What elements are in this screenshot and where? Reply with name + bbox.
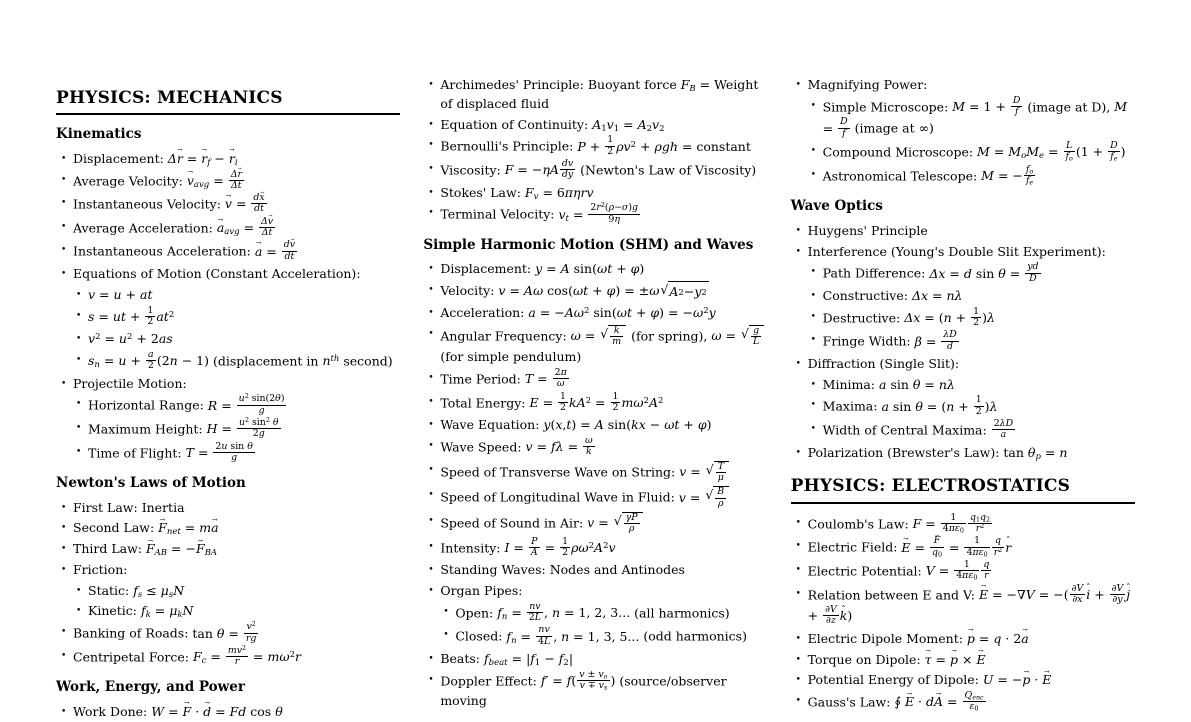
formula-text: Huygens' Principle <box>807 222 928 238</box>
formula-item <box>423 582 767 601</box>
formula-item <box>423 535 767 560</box>
formula-item <box>56 561 400 580</box>
formula-text: $v^2 = u^2 + 2as$ <box>88 331 173 347</box>
formula-item <box>791 511 1135 536</box>
formula-text: Path Difference: Δx = d sin θ = $\frac{yd}{D}$ <box>822 261 1039 284</box>
formula-item <box>56 440 400 465</box>
bullet-icon: • <box>428 140 434 151</box>
column-optics-electrostatics <box>790 76 1135 713</box>
formula-text: Horizontal Range: R = $\frac{u^2 \sin(2\theta)}{g}$ <box>88 392 285 416</box>
formula-item <box>56 499 400 518</box>
formula-text: Intensity: I = $\frac{P}{A}$ = $\frac{1}{2}$ $\rho\omega^2A^2v$ <box>440 535 616 558</box>
formula-text: Closed: $f_n$ = $\frac{nv}{4L}$ , n = 1, 3, 5... (odd harmonics) <box>455 624 747 647</box>
subsection-heading: Kinematics <box>56 126 142 143</box>
bullet-icon: • <box>428 307 434 318</box>
formula-item <box>791 243 1135 262</box>
bullet-icon: • <box>428 441 434 452</box>
formula-item <box>423 668 767 711</box>
bullet-icon: • <box>428 285 434 296</box>
formula-text: Organ Pipes: <box>440 582 523 598</box>
formula-item <box>791 537 1135 559</box>
formula-item <box>791 163 1135 188</box>
bullet-icon: • <box>61 221 67 232</box>
formula-text: Angular Frequency: ω = √ k m (for spring), ω = √ g L (for simple pendulum) <box>440 325 767 367</box>
bullet-icon: • <box>443 630 449 641</box>
bullet-icon: • <box>810 335 816 346</box>
bullet-icon: • <box>428 119 434 130</box>
formula-text: Electric Field: E → = $\frac{F \to}{q_0}$ = $\frac{1}{4\pi\varepsilon_0}$ $\frac{q}{r^2}$ r ˆ <box>808 537 1135 559</box>
formula-text: Wave Speed: v = fλ = $\frac{\omega}{k}$ <box>440 435 593 458</box>
formula-item <box>56 194 400 216</box>
bullet-icon: • <box>795 588 801 599</box>
bullet-icon: • <box>61 707 67 718</box>
formula-text: Open: $f_n$ = $\frac{nv}{2L}$ , n = 1, 2, 3... (all harmonics) <box>455 600 730 623</box>
formula-text: Electric Dipole Moment: p → = q · 2a → <box>808 630 1135 649</box>
formula-item <box>423 437 767 459</box>
bullet-icon: • <box>795 675 801 686</box>
bullet-icon: • <box>795 246 801 257</box>
formula-text: Archimedes' Principle: Buoyant force $F_B$ = Weight of displaced fluid <box>440 77 759 111</box>
bullet-icon: • <box>795 447 801 458</box>
formula-text: Instantaneous Acceleration: a → = $\frac{dv \to}{dt}$ <box>73 241 400 263</box>
formula-item <box>56 375 400 394</box>
formula-item <box>423 304 767 323</box>
formula-text: Maximum Height: H = $\frac{u^2 \sin^2 \theta}{2g}$ <box>88 415 279 440</box>
bullet-icon: • <box>810 400 816 411</box>
formula-text: Work Done: W = F → · d → = Fd cos θ <box>73 703 400 722</box>
bullet-icon: • <box>428 653 434 664</box>
section-title: PHYSICS: ELECTROSTATICS <box>791 476 1135 503</box>
formula-text: Centripetal Force: $F_c$ = $\frac{mv^2}{r}$ = $m\omega^2r$ <box>73 643 301 668</box>
bullet-icon: • <box>428 515 434 526</box>
formula-item <box>791 420 1135 442</box>
column-fluids-shm-waves <box>423 76 767 709</box>
bullet-icon: • <box>61 378 67 389</box>
bullet-icon: • <box>810 311 816 322</box>
bullet-icon: • <box>795 633 801 644</box>
formula-text: Terminal Velocity: $v_t$ = $\frac{2r^2(\rho-\sigma)g}{9\eta}$ <box>440 201 638 225</box>
bullet-icon: • <box>795 564 801 575</box>
bullet-icon: • <box>428 373 434 384</box>
formula-item <box>791 263 1135 285</box>
bullet-icon: • <box>795 80 801 90</box>
formula-text: Maxima: a sin θ = (n + $\frac{1}{2}$ )λ <box>822 394 998 417</box>
formula-item <box>423 512 767 536</box>
formula-text: Displacement: Δr → = $r \to_f - r \to_i$ <box>73 150 400 169</box>
formula-text: Interference (Young's Double Slit Experiment): <box>807 243 1106 259</box>
formula-text: Average Velocity: $v \to_{avg}$ = $\frac{\Delta r \to}{\Delta t}$ <box>73 171 400 193</box>
formula-text: Compound Microscope: $M = M_oM_e$ = $\frac{L}{f_o}$ (1 + $\frac{D}{f_e}$ ) <box>822 140 1126 163</box>
formula-text: Acceleration: $a = -A\omega^2$ $\sin(\omega t + \varphi) = -\omega^2y$ <box>440 304 716 320</box>
bullet-icon: • <box>428 396 434 407</box>
formula-text: Projectile Motion: <box>73 375 187 391</box>
formula-item <box>423 561 767 580</box>
formula-item <box>423 600 767 625</box>
formula-text: Standing Waves: Nodes and Antinodes <box>440 562 685 578</box>
formula-text: Speed of Sound in Air: v = √ γP ρ <box>440 512 767 536</box>
formula-text: Polarization (Brewster's Law): $\tan \theta_p = n$ <box>807 444 1068 462</box>
formula-text: s = ut + $\frac{1}{2}$ $at^2$ <box>88 304 175 327</box>
formula-item <box>423 76 767 114</box>
bullet-icon: • <box>810 379 816 390</box>
bullet-icon: • <box>61 174 67 185</box>
formula-item <box>423 157 767 182</box>
formula-item <box>791 671 1135 690</box>
formula-text: Beats: $f_{beat} = |f_1 - f_2|$ <box>440 650 574 669</box>
formula-item <box>56 304 400 329</box>
formula-item <box>423 369 767 391</box>
formula-item <box>791 355 1135 374</box>
formula-text: Static: $f_s \le \mu_sN$ <box>88 582 185 600</box>
bullet-icon: • <box>61 245 67 256</box>
bullet-icon: • <box>428 163 434 174</box>
formula-text: Time of Flight: T = $\frac{\text{2u sin θ}}{g}$ <box>88 440 253 463</box>
formula-text: Doppler Effect: f′ = f( $\frac{v \pm v_o}{v \mp v_s}$ ) (source/observer moving <box>440 668 727 709</box>
formula-text: Destructive: Δx = (n + $\frac{1}{2}$ )λ <box>822 305 995 328</box>
formula-item <box>56 150 400 169</box>
bullet-icon: • <box>428 264 434 275</box>
formula-text: Friction: <box>73 561 128 577</box>
formula-item <box>56 392 400 417</box>
bullet-icon: • <box>810 290 816 301</box>
bullet-icon: • <box>76 606 82 617</box>
bullet-icon: • <box>61 627 67 638</box>
section-title: PHYSICS: MECHANICS <box>56 88 400 115</box>
formula-item <box>56 519 400 538</box>
formula-item <box>56 602 400 621</box>
formula-item <box>56 703 400 722</box>
formula-text: Equation of Continuity: $A_1v_1 = A_2v_2$ <box>440 116 665 134</box>
formula-text: Astronomical Telescope: M = − $\frac{f_o}{f_e}$ <box>822 163 1034 187</box>
formula-text: Torque on Dipole: τ → = p → × E → <box>808 651 1135 670</box>
formula-item <box>56 620 400 645</box>
bullet-icon: • <box>61 564 67 575</box>
formula-text: Total Energy: E = $\frac{1}{2}$ $kA^2$ = $\frac{1}{2}$ $m\omega^2A^2$ <box>440 390 664 413</box>
bullet-icon: • <box>810 169 816 180</box>
formula-text: Simple Microscope: M = 1 + $\frac{D}{f}$ (image at D), M = $\frac{D}{f}$ (image at ∞) <box>822 94 1128 139</box>
formula-item <box>791 331 1135 353</box>
formula-item <box>56 215 400 240</box>
formula-item <box>56 643 400 669</box>
bullet-icon: • <box>428 187 434 198</box>
bullet-icon: • <box>76 585 82 596</box>
formula-item <box>423 116 767 135</box>
formula-text: Fringe Width: β = $\frac{\lambda D}{d}$ <box>822 329 957 352</box>
formula-item <box>56 415 400 441</box>
formula-item <box>56 286 400 305</box>
formula-text: Bernoulli's Principle: P + $\frac{1}{2}$ $\rho v^2 + \rho gh$ = constant <box>440 134 751 157</box>
formula-item <box>423 650 767 669</box>
formula-item <box>423 626 767 648</box>
formula-item <box>791 76 1135 95</box>
bullet-icon: • <box>76 310 82 321</box>
bullet-icon: • <box>428 565 434 576</box>
formula-text: Viscosity: F = −ηA $\frac{dv}{dy}$ (Newton's Law of Viscosity) <box>440 157 757 181</box>
formula-item <box>791 305 1135 330</box>
formula-item <box>56 540 400 559</box>
bullet-icon: • <box>810 100 816 111</box>
bullet-icon: • <box>76 446 82 457</box>
bullet-icon: • <box>428 674 434 685</box>
formula-text: Relation between E and V: E → = −∇V = −( $\frac{\partial V}{\partial x}$ i ˆ + $\frac{\partial V}{\partial y}$ j ˆ + $\frac{\partial V}{\partial z}$ k ˆ) <box>808 585 1135 628</box>
formula-item <box>423 281 767 302</box>
formula-text: Second Law: $F \to_{net}$ = ma → <box>73 519 400 538</box>
formula-text: Equations of Motion (Constant Acceleration): <box>73 266 361 282</box>
formula-text: Electric Potential: V = $\frac{1}{4\pi\varepsilon_0}$ $\frac{q}{r}$ <box>807 558 990 582</box>
formula-item <box>791 396 1135 418</box>
formula-item <box>791 558 1135 583</box>
formula-item <box>791 630 1135 649</box>
formula-text: Diffraction (Single Slit): <box>807 355 960 371</box>
bullet-icon: • <box>428 585 434 596</box>
bullet-icon: • <box>795 541 801 552</box>
formula-text: v = u + at <box>88 286 153 302</box>
bullet-icon: • <box>810 424 816 435</box>
formula-text: Gauss's Law: ∮ E → · dA → = $Q_{enc}$ $\varepsilon_0$ <box>808 692 1135 714</box>
formula-item <box>423 390 767 415</box>
bullet-icon: • <box>61 650 67 661</box>
bullet-icon: • <box>76 289 82 300</box>
formula-item <box>791 651 1135 670</box>
bullet-icon: • <box>810 267 816 278</box>
formula-item <box>423 461 767 485</box>
formula-item <box>56 330 400 349</box>
formula-text: Instantaneous Velocity: v → = $\frac{dx \to}{dt}$ <box>73 194 400 216</box>
subsection-heading: Wave Optics <box>790 198 883 215</box>
formula-item <box>791 444 1135 463</box>
formula-text: Speed of Longitudinal Wave in Fluid: v = √ B ρ <box>440 486 767 510</box>
bullet-icon: • <box>76 334 82 345</box>
formula-item <box>791 287 1135 306</box>
bullet-icon: • <box>428 541 434 552</box>
formula-item <box>423 201 767 226</box>
bullet-icon: • <box>61 153 67 164</box>
formula-text: Average Acceleration: $a \to_{avg}$ = $\frac{\Delta v \to}{\Delta t}$ <box>73 218 400 240</box>
bullet-icon: • <box>443 606 449 617</box>
bullet-icon: • <box>795 517 801 528</box>
formula-item <box>423 325 767 367</box>
bullet-icon: • <box>61 269 67 280</box>
subsection-heading: Work, Energy, and Power <box>56 679 245 696</box>
formula-text: Potential Energy of Dipole: U = −p → · E → <box>808 671 1135 690</box>
bullet-icon: • <box>61 523 67 534</box>
formula-item <box>791 692 1135 714</box>
formula-item <box>791 582 1135 628</box>
bullet-icon: • <box>795 696 801 707</box>
bullet-icon: • <box>61 502 67 513</box>
bullet-icon: • <box>76 422 82 433</box>
formula-text: Width of Central Maxima: $\frac{2\lambda D}{a}$ <box>822 418 1014 441</box>
formula-item <box>56 241 400 263</box>
bullet-icon: • <box>76 399 82 410</box>
formula-item <box>423 416 767 435</box>
bullet-icon: • <box>76 354 82 365</box>
formula-text: Magnifying Power: <box>807 77 928 92</box>
bullet-icon: • <box>810 146 816 156</box>
bullet-icon: • <box>428 208 434 219</box>
subsection-heading: Simple Harmonic Motion (SHM) and Waves <box>423 236 754 253</box>
formula-text: $s_n = u$ + $\frac{a}{2}$ (2n − 1) (displacement in $n^{th}$ second) <box>88 348 393 372</box>
formula-text: First Law: Inertia <box>73 499 185 515</box>
bullet-icon: • <box>428 490 434 501</box>
formula-item <box>423 136 767 158</box>
formula-text: Third Law: $F \to_{AB} = -F \to_{BA}$ <box>73 540 400 559</box>
bullet-icon: • <box>795 358 801 369</box>
formula-text: Speed of Transverse Wave on String: v = √ T μ <box>440 461 767 485</box>
formula-item <box>423 184 767 203</box>
formula-text: Banking of Roads: tan θ = $\frac{v^2}{rg}$ <box>73 620 257 644</box>
bullet-icon: • <box>428 420 434 431</box>
formula-text: Displacement: y = A sin(ωt + φ) <box>440 261 645 277</box>
bullet-icon: • <box>795 225 801 236</box>
formula-text: Minima: a sin θ = nλ <box>822 376 955 392</box>
formula-text: Constructive: Δx = nλ <box>822 287 963 303</box>
formula-text: Time Period: T = $\frac{2\pi}{\omega}$ <box>440 367 567 390</box>
bullet-icon: • <box>61 198 67 209</box>
bullet-icon: • <box>61 544 67 555</box>
column-mechanics <box>56 76 400 720</box>
bullet-icon: • <box>428 328 434 339</box>
formula-item <box>56 265 400 284</box>
bullet-icon: • <box>428 80 434 90</box>
bullet-icon: • <box>428 464 434 475</box>
formula-text: Stokes' Law: $F_v = 6\pi\eta rv$ <box>440 184 594 202</box>
formula-text: Coulomb's Law: F = $\frac{1}{4\pi\varepsilon_0}$ $\frac{q_1q_2}{r^2}$ <box>807 511 991 535</box>
formula-item <box>791 94 1135 140</box>
formula-text: Kinetic: $f_k = \mu_kN$ <box>88 603 194 621</box>
formula-item <box>56 348 400 373</box>
formula-item <box>791 376 1135 395</box>
formula-item <box>791 142 1135 164</box>
formula-item <box>56 168 400 193</box>
formula-text: Wave Equation: y(x,t) = A sin(kx − ωt + φ) <box>440 417 712 433</box>
formula-item <box>791 222 1135 241</box>
formula-text: Velocity: v = Aω cos(ωt + φ) = ±ω √ A 2 − y 2 <box>440 281 767 302</box>
subsection-heading: Newton's Laws of Motion <box>56 475 246 492</box>
bullet-icon: • <box>795 654 801 665</box>
formula-item <box>423 486 767 510</box>
formula-item <box>423 260 767 279</box>
formula-item <box>56 582 400 601</box>
